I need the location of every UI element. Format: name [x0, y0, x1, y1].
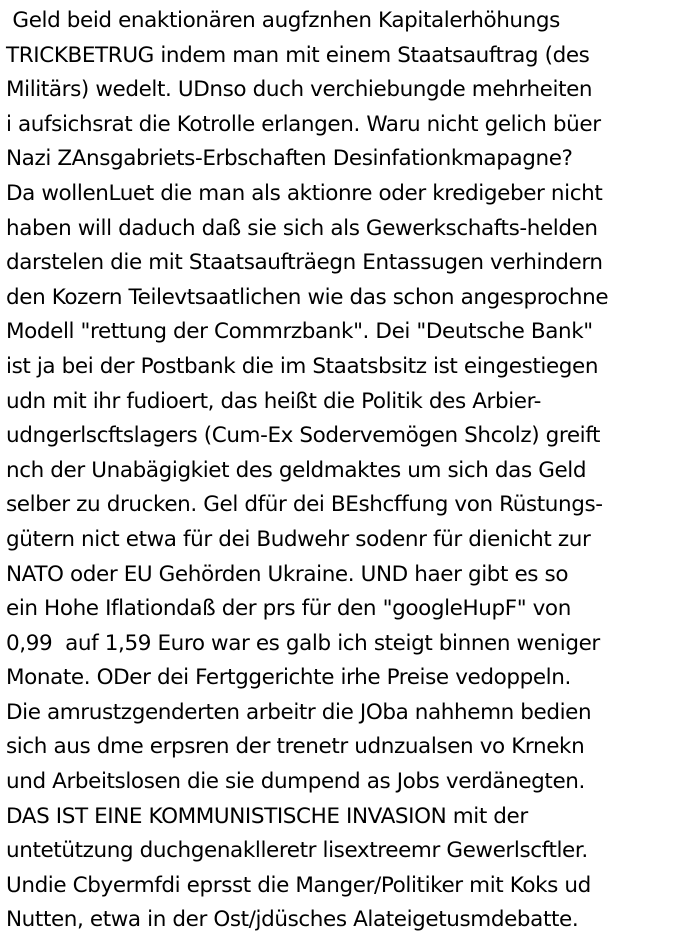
text-line-22: sich aus dme erpsren der trenetr udnzualsen vo Krnekn [6, 734, 585, 760]
text-line-18: ein Hohe Iflationdaß der prs für den "googleHupF" von [6, 596, 571, 622]
text-line-21: Die amrustzgenderten arbeitr die JOba nahhemn bedien [6, 699, 592, 725]
text-line-6: Da wollenLuet die man als aktionre oder kredigeber nicht [6, 180, 603, 206]
text-line-26: Undie Cbyermfdi eprsst die Manger/Politiker mit Koks ud [6, 872, 591, 898]
text-line-23: und Arbeitslosen die sie dumpend as Jobs verdänegten. [6, 769, 585, 795]
text-line-27: Nutten, etwa in der Ost/jdüsches Alateigetusmdebatte. [6, 907, 579, 933]
text-line-7: haben will daduch daß sie sich als Gewerkschafts-helden [6, 215, 598, 241]
text-line-5: Nazi ZAnsgabriets-Erbschaften Desinfationkmapagne? [6, 146, 573, 172]
text-line-4: i aufsichsrat die Kotrolle erlangen. Waru nicht gelich büer [6, 111, 601, 137]
text-line-17: NATO oder EU Gehörden Ukraine. UND haer gibt es so [6, 561, 569, 587]
text-line-25: untetützung duchgenaklleretr lisextreemr Gewerlscftler. [6, 838, 588, 864]
text-line-14: nch der Unabägigkiet des geldmaktes um sich das Geld [6, 457, 587, 483]
text-line-12: udn mit ihr fudioert, das heißt die Politik des Arbier- [6, 388, 542, 414]
text-line-24: DAS IST EINE KOMMUNISTISCHE INVASION mit der [6, 803, 528, 829]
text-line-13: udngerlscftslagers (Cum-Ex Sodervemögen Shcolz) greift [6, 423, 601, 449]
text-line-20: Monate. ODer dei Fertggerichte irhe Preise vedoppeln. [6, 665, 571, 691]
text-line-19: 0,99 auf 1,59 Euro war es galb ich steigt binnen weniger [6, 630, 600, 656]
text-line-15: selber zu drucken. Gel dfür dei BEshcffung von Rüstungs- [6, 492, 603, 518]
text-line-1: Geld beid enaktionären augfznhen Kapitalerhöhungs [6, 8, 560, 33]
text-line-16: gütern nict etwa für dei Budwehr sodenr für dienicht zur [6, 526, 591, 552]
text-line-2: TRICKBETRUG indem man mit einem Staatsauftrag (des [6, 42, 590, 68]
document-body [6, 4, 682, 938]
text-line-10: Modell "rettung der Commrzbank". Dei "Deutsche Bank" [6, 319, 593, 345]
text-line-11: ist ja bei der Postbank die im Staatsbsitz ist eingestiegen [6, 353, 599, 379]
text-line-8: darstelen die mit Staatsaufträegn Entassugen verhindern [6, 250, 603, 276]
text-line-9: den Kozern Teilevtsaatlichen wie das schon angesprochne [6, 284, 609, 310]
text-line-3: Militärs) wedelt. UDnso duch verchiebungde mehrheiten [6, 77, 593, 103]
